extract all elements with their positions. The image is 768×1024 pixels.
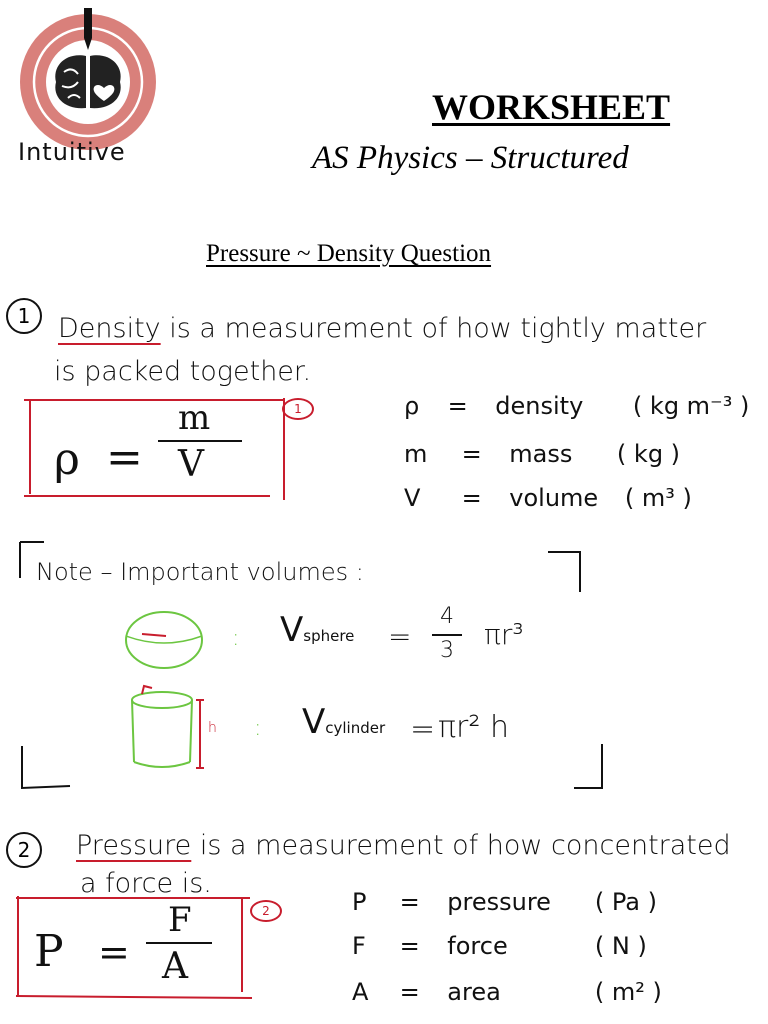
q2-line-2: a force is. <box>80 868 212 899</box>
sphere-fraction-num: 4 <box>440 604 454 629</box>
volume-denominator: V <box>178 444 204 485</box>
cylinder-formula-rhs: πr² h <box>438 710 509 745</box>
q2-var-row: A = area ( m² ) <box>352 978 662 1006</box>
sphere-icon <box>122 608 212 672</box>
q1-fraction-line <box>158 440 242 442</box>
q1-var-row: ρ = density ( kg m⁻³ ) <box>404 392 750 420</box>
pressure-symbol: P <box>34 926 64 977</box>
cylinder-equals: = <box>410 712 436 747</box>
question-number-2: 2 <box>6 832 42 868</box>
question-title: Pressure ~ Density Question <box>206 240 492 267</box>
q2-definition-rest: is a measurement of how concentrated <box>199 830 731 861</box>
q2-fraction-line <box>146 942 212 944</box>
mass-numerator: m <box>178 398 211 438</box>
area-denominator: A <box>162 946 188 987</box>
q1-var-row: V = volume ( m³ ) <box>404 484 692 512</box>
q1-keyword: Density <box>58 313 161 344</box>
question-number-1: 1 <box>6 298 42 334</box>
cylinder-volume-label: Vcylinder <box>302 702 386 742</box>
q1-var-row: m = mass ( kg ) <box>404 440 681 468</box>
sphere-fraction-line <box>432 634 462 636</box>
q2-var-row: P = pressure ( Pa ) <box>352 888 658 916</box>
q2-tag: 2 <box>250 900 282 922</box>
q1-definition-rest: is a measurement of how tightly matter <box>169 313 707 344</box>
q2-line-1 <box>76 830 731 861</box>
sphere-formula-rhs: πr³ <box>484 618 524 651</box>
q1-line-2: is packed together. <box>54 356 312 387</box>
worksheet-subtitle: AS Physics – Structured <box>312 140 629 176</box>
worksheet-title: WORKSHEET <box>432 87 671 127</box>
cylinder-colon: : <box>254 716 262 741</box>
sphere-fraction-den: 3 <box>440 638 454 663</box>
q2-var-row: F = force ( N ) <box>352 932 647 960</box>
sphere-colon: : <box>232 626 240 651</box>
sphere-equals: = <box>388 620 412 653</box>
q1-line-1 <box>58 313 706 344</box>
force-numerator: F <box>168 900 192 940</box>
q1-equals: = <box>106 432 143 483</box>
q1-tag: 1 <box>282 398 314 420</box>
brand-name: Intuitive <box>18 138 126 166</box>
q2-equals: = <box>98 930 130 974</box>
cylinder-height-label: h <box>208 720 217 736</box>
note-heading: Note – Important volumes : <box>36 558 364 586</box>
sphere-volume-label: Vsphere <box>280 610 355 650</box>
density-symbol: ρ <box>54 434 80 485</box>
q2-keyword: Pressure <box>76 830 192 861</box>
